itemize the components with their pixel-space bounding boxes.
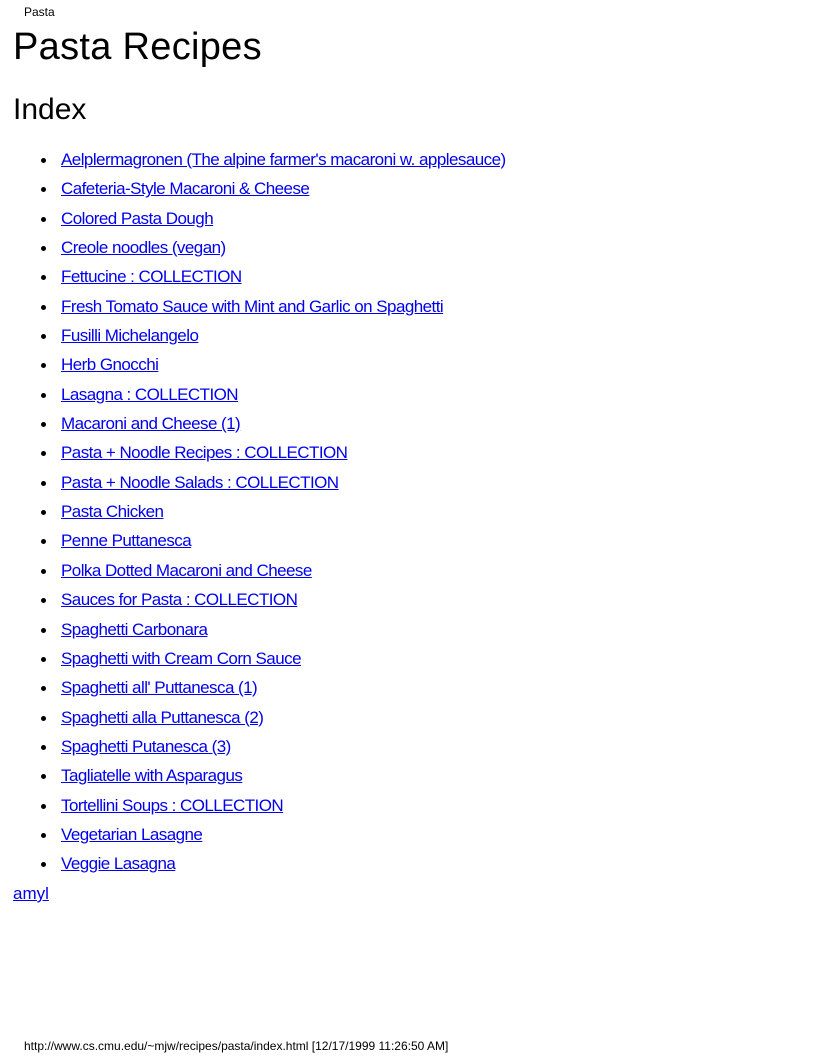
recipe-link[interactable]: Macaroni and Cheese (1) <box>61 414 241 434</box>
list-item <box>0 556 506 585</box>
recipe-link[interactable]: Sauces for Pasta : COLLECTION <box>61 590 298 610</box>
list-item <box>0 321 506 350</box>
recipe-link[interactable]: Spaghetti alla Puttanesca (2) <box>61 707 264 727</box>
bullet-icon <box>41 539 46 544</box>
list-item <box>0 703 506 732</box>
recipe-link[interactable]: Colored Pasta Dough <box>61 208 214 228</box>
recipe-link[interactable]: Pasta Chicken <box>61 502 164 522</box>
list-item <box>0 350 506 379</box>
print-header: Pasta <box>24 5 55 19</box>
bullet-icon <box>41 305 46 310</box>
recipe-link[interactable]: Tortellini Soups : COLLECTION <box>61 795 284 815</box>
recipe-list <box>0 145 506 879</box>
recipe-link[interactable]: Spaghetti Putanesca (3) <box>61 736 231 756</box>
list-item <box>0 204 506 233</box>
recipe-link[interactable]: Spaghetti Carbonara <box>61 619 208 639</box>
list-item <box>0 673 506 702</box>
list-item <box>0 233 506 262</box>
list-item <box>0 585 506 614</box>
list-item <box>0 174 506 203</box>
list-item <box>0 497 506 526</box>
recipe-link[interactable]: Penne Puttanesca <box>61 531 192 551</box>
bullet-icon <box>41 774 46 779</box>
recipe-link[interactable]: Fresh Tomato Sauce with Mint and Garlic on Spaghetti <box>61 296 444 316</box>
list-item <box>0 615 506 644</box>
list-item <box>0 292 506 321</box>
recipe-link[interactable]: Pasta + Noodle Recipes : COLLECTION <box>61 443 348 463</box>
list-item <box>0 644 506 673</box>
recipe-link[interactable]: Tagliatelle with Asparagus <box>61 766 243 786</box>
bullet-icon <box>41 217 46 222</box>
list-item <box>0 761 506 790</box>
bullet-icon <box>41 569 46 574</box>
list-item <box>0 849 506 878</box>
recipe-link[interactable]: Fusilli Michelangelo <box>61 326 199 346</box>
list-item <box>0 409 506 438</box>
recipe-link[interactable]: Spaghetti with Cream Corn Sauce <box>61 648 301 668</box>
author-link[interactable]: amyl <box>13 884 49 903</box>
bullet-icon <box>41 716 46 721</box>
print-footer-url: http://www.cs.cmu.edu/~mjw/recipes/pasta/index.html [12/17/1999 11:26:50 AM] <box>24 1039 449 1053</box>
list-item <box>0 732 506 761</box>
recipe-link[interactable]: Pasta + Noodle Salads : COLLECTION <box>61 472 339 492</box>
bullet-icon <box>41 628 46 633</box>
bullet-icon <box>41 862 46 867</box>
list-item <box>0 791 506 820</box>
bullet-icon <box>41 422 46 427</box>
list-item <box>0 380 506 409</box>
bullet-icon <box>41 393 46 398</box>
recipe-link[interactable]: Spaghetti all' Puttanesca (1) <box>61 678 258 698</box>
page-title: Pasta Recipes <box>13 26 262 68</box>
recipe-link[interactable]: Vegetarian Lasagne <box>61 824 203 844</box>
bullet-icon <box>41 246 46 251</box>
bullet-icon <box>41 510 46 515</box>
bullet-icon <box>41 745 46 750</box>
recipe-link[interactable]: Polka Dotted Macaroni and Cheese <box>61 560 312 580</box>
bullet-icon <box>41 275 46 280</box>
list-item <box>0 438 506 467</box>
recipe-link[interactable]: Lasagna : COLLECTION <box>61 384 239 404</box>
recipe-link[interactable]: Cafeteria-Style Macaroni & Cheese <box>61 179 310 199</box>
recipe-link[interactable]: Veggie Lasagna <box>61 854 176 874</box>
bullet-icon <box>41 451 46 456</box>
bullet-icon <box>41 804 46 809</box>
list-item <box>0 145 506 174</box>
recipe-link[interactable]: Creole noodles (vegan) <box>61 238 226 258</box>
recipe-link[interactable]: Herb Gnocchi <box>61 355 159 375</box>
bullet-icon <box>41 833 46 838</box>
list-item <box>0 820 506 849</box>
bullet-icon <box>41 158 46 163</box>
bullet-icon <box>41 334 46 339</box>
bullet-icon <box>41 363 46 368</box>
bullet-icon <box>41 657 46 662</box>
recipe-link[interactable]: Fettucine : COLLECTION <box>61 267 242 287</box>
list-item <box>0 262 506 291</box>
bullet-icon <box>41 598 46 603</box>
list-item <box>0 526 506 555</box>
recipe-link[interactable]: Aelplermagronen (The alpine farmer's macaroni w. applesauce) <box>61 150 506 169</box>
section-title: Index <box>13 93 87 126</box>
list-item <box>0 468 506 497</box>
bullet-icon <box>41 686 46 691</box>
bullet-icon <box>41 481 46 486</box>
bullet-icon <box>41 187 46 192</box>
